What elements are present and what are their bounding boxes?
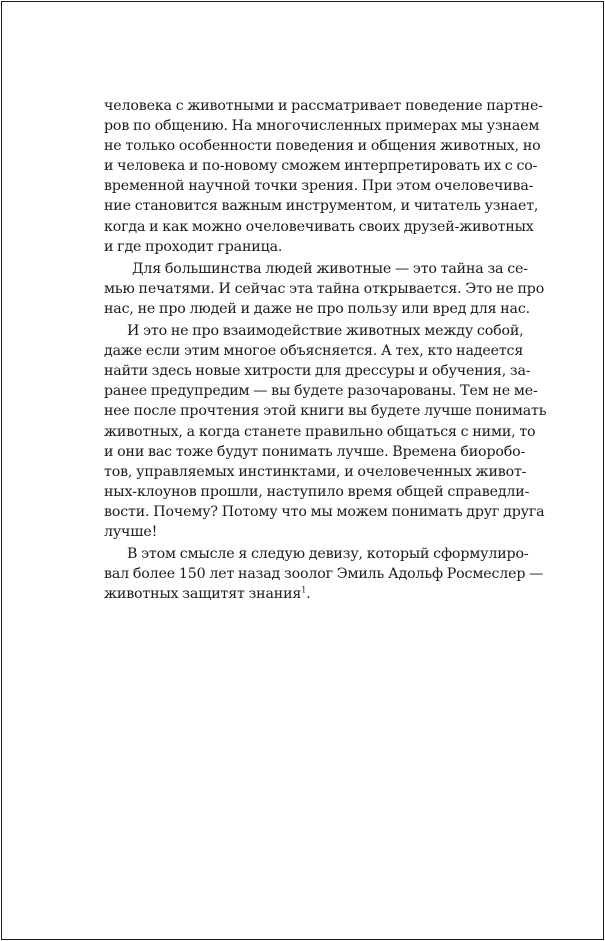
text-line: животных, а когда станете правильно общаться с ними, то	[104, 423, 536, 440]
text-line: ранее предупредим — вы будете разочарованы. Тем не ме-	[104, 383, 538, 400]
text-line: мью печатями. И сейчас эта тайна открывается. Это не про	[104, 280, 545, 297]
text-line: человека с животными и рассматривает поведение партне-	[104, 98, 543, 114]
text-line: временной научной точки зрения. При этом очеловечива-	[104, 178, 534, 195]
text-line: и где проходит граница.	[104, 238, 283, 255]
footnote-marker[interactable]: 1	[301, 585, 307, 595]
text-line: ных-клоунов прошли, наступило время общей справедли-	[104, 483, 530, 500]
text-line: ров по общению. На многочисленных примерах мы узнаем	[104, 118, 540, 135]
text-line: и они вас тоже будут понимать лучше. Времена биоробо-	[104, 443, 526, 460]
text-line: даже если этим многое объясняется. А тех, кто надеется	[104, 343, 524, 360]
text-line: тов, управляемых инстинктами, и очеловеченных живот-	[104, 463, 527, 480]
text-line: нее после прочтения этой книги вы будете лучше понимать	[104, 403, 547, 420]
body-text	[104, 96, 547, 604]
paragraph-1	[104, 96, 543, 257]
text-line: вал более 150 лет назад зоолог Эмиль Адольф Росмеслер —	[104, 566, 544, 583]
text-line: животных защитят знания	[104, 586, 302, 603]
text-line: В этом смысле я следую девизу, который сформулиро-	[127, 546, 529, 563]
paragraph-3	[104, 321, 547, 542]
text-line: не только особенности поведения и общения животных, но	[104, 138, 541, 155]
text-line: найти здесь новые хитрости для дрессуры и обучения, за-	[104, 363, 531, 380]
text-line-with-footnote: животных защитят знания$^1$.	[104, 585, 311, 603]
text-line: нас, не про людей и даже не про пользу или вред для нас.	[104, 300, 531, 317]
text-line: лучше!	[104, 523, 158, 540]
text-line: когда и как можно очеловечивать своих друзей-животных	[104, 218, 534, 235]
text-line: вости. Почему? Потому что мы можем понимать друг друга	[104, 503, 545, 520]
text-line: И это не про взаимодействие животных между собой,	[127, 323, 524, 340]
paragraph-4	[104, 544, 544, 604]
text-line: Для большинства людей животные — это тайна за се-	[132, 260, 528, 277]
paragraph-2	[104, 259, 545, 319]
text-line: и человека и по-новому сможем интерпретировать их с со-	[104, 158, 538, 175]
text-line: ние становится важным инструментом, и читатель узнает,	[104, 198, 539, 215]
